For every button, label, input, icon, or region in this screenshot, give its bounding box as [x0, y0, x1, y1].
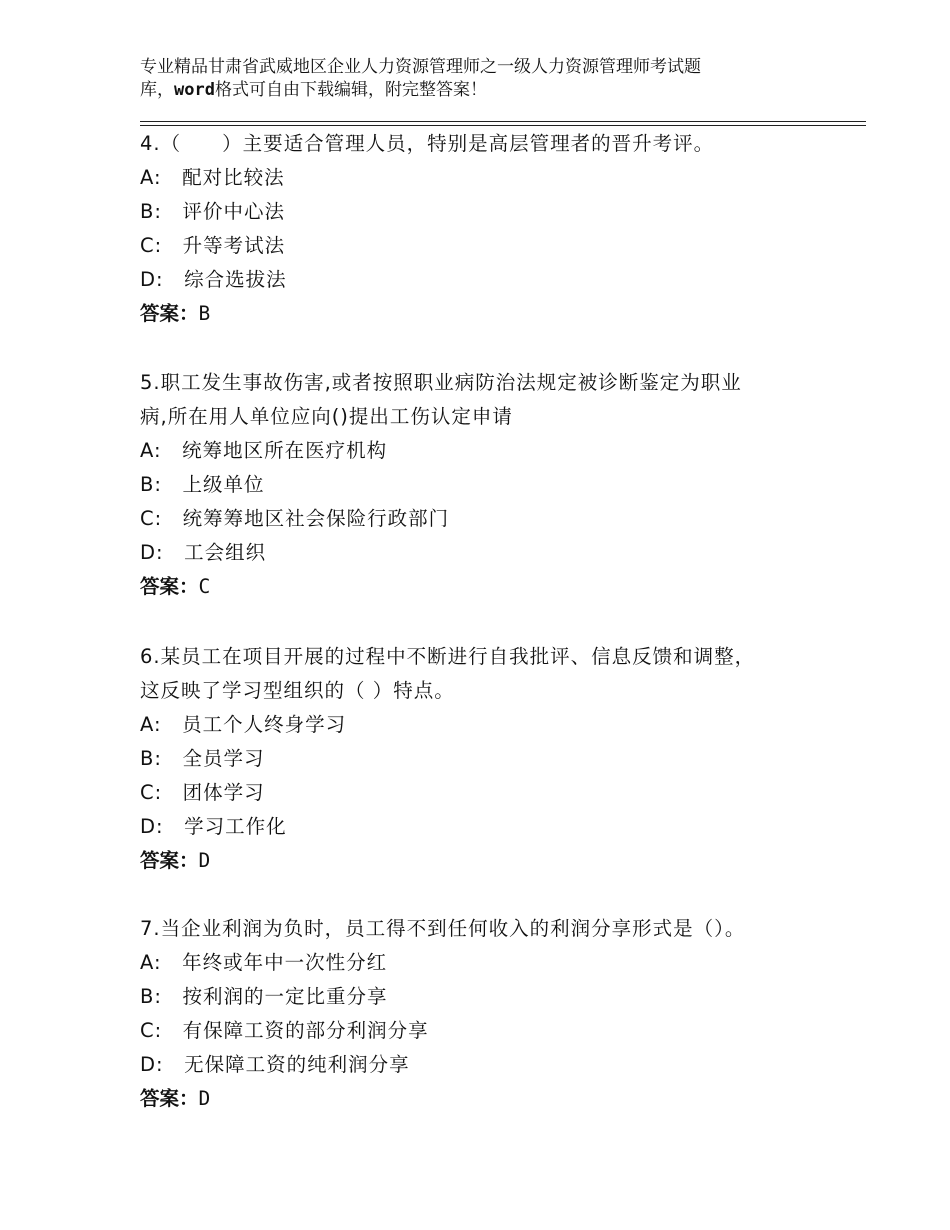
question-5	[140, 366, 860, 604]
option-d: D: 工会组织	[140, 541, 267, 564]
answer-label: 答案：	[140, 575, 199, 598]
answer	[140, 844, 860, 878]
question-text: 7.当企业利润为负时，员工得不到任何收入的利润分享形式是（）。	[140, 917, 746, 940]
option-b: B: 全员学习	[140, 747, 265, 770]
document-header	[140, 56, 840, 102]
answer	[140, 570, 860, 604]
answer	[140, 1082, 860, 1116]
header-line-2-prefix: 库，	[140, 80, 174, 100]
question-4	[140, 127, 860, 331]
option-d: D: 学习工作化	[140, 815, 287, 838]
question-text-line-2: 这反映了学习型组织的（ ）特点。	[140, 679, 455, 702]
answer-label: 答案：	[140, 302, 199, 325]
question-text-line-1: 6.某员工在项目开展的过程中不断进行自我批评、信息反馈和调整，	[140, 645, 756, 668]
header-divider-bottom	[140, 125, 866, 126]
header-line-2	[140, 79, 840, 102]
option-c: C: 升等考试法	[140, 234, 286, 257]
answer-value: D	[198, 849, 211, 872]
question-6	[140, 640, 860, 878]
question-7	[140, 912, 860, 1116]
answer-value: C	[198, 575, 211, 598]
option-b: B: 评价中心法	[140, 200, 285, 223]
option-d: D: 无保障工资的纯利润分享	[140, 1053, 410, 1076]
question-text-line-2: 病,所在用人单位应向()提出工伤认定申请	[140, 405, 513, 428]
option-a: A: 年终或年中一次性分红	[140, 951, 388, 974]
answer-label: 答案：	[140, 1087, 199, 1110]
answer-value: B	[198, 302, 211, 325]
header-line-2-suffix: 格式可自由下载编辑，附完整答案！	[214, 80, 487, 100]
option-b: B: 上级单位	[140, 473, 265, 496]
option-c: C: 团体学习	[140, 781, 265, 804]
answer-value: D	[198, 1087, 211, 1110]
question-text: 4.（ ）主要适合管理人员，特别是高层管理者的晋升考评。	[140, 132, 715, 155]
option-c: C: 有保障工资的部分利润分享	[140, 1019, 429, 1042]
answer	[140, 297, 860, 331]
answer-label: 答案：	[140, 849, 199, 872]
header-line-1: 专业精品甘肃省武威地区企业人力资源管理师之一级人力资源管理师考试题	[140, 57, 701, 77]
option-c: C: 统筹筹地区社会保险行政部门	[140, 507, 450, 530]
question-text-line-1: 5.职工发生事故伤害,或者按照职业病防治法规定被诊断鉴定为职业	[140, 371, 742, 394]
option-a: A: 统筹地区所在医疗机构	[140, 439, 388, 462]
header-divider-top	[140, 121, 866, 122]
option-d: D: 综合选拔法	[140, 268, 287, 291]
option-a: A: 员工个人终身学习	[140, 713, 347, 736]
option-a: A: 配对比较法	[140, 166, 285, 189]
header-word-format: word	[174, 80, 215, 100]
option-b: B: 按利润的一定比重分享	[140, 985, 388, 1008]
